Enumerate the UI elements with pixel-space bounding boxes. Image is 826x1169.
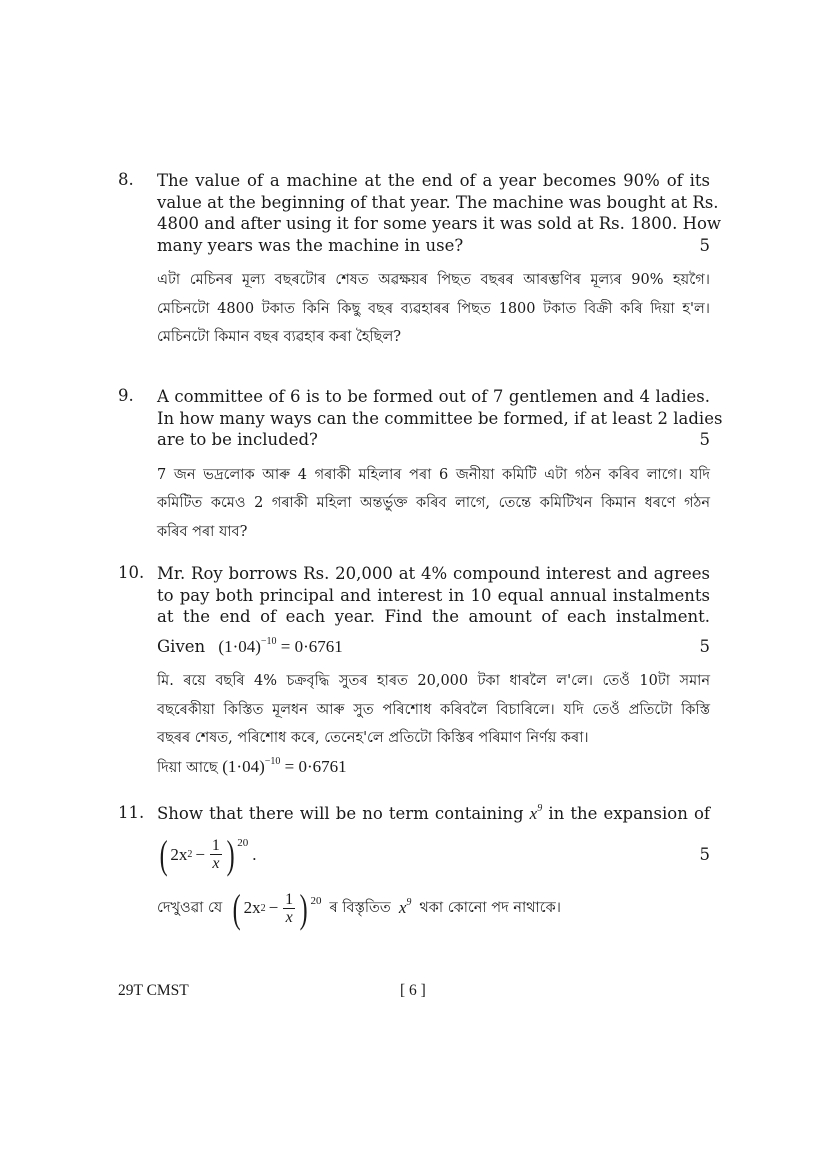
binomial-expression: ( 2x 2 − $\frac{1}{x}$ ) 20 . <box>159 831 257 877</box>
question-10 <box>118 563 710 782</box>
paper-code: 29T CMST <box>118 982 189 999</box>
marks: 5 <box>699 636 710 656</box>
question-text-assamese: এটা মেচিনৰ মূল্য বছৰটোৰ শেষত অৱক্ষয়ৰ পিছত বছৰৰ আৰম্ভণিৰ মূল্যৰ 90% হয়গৈ। মেচিনটো 4800 টকাত কিনি কিছু বছৰ ব্যৱহাৰৰ পিছত 1800 টকাত বিক্ৰী কৰি দিয়া হ'ল। মেচিনটো কিমান বছৰ ব্যৱহাৰ কৰা হৈছিল? <box>157 272 710 345</box>
marks: 5 <box>699 844 710 864</box>
question-text-english: Show that there will be no term containing $x^9$ in the expansion of ( 2x 2 − $\frac{1}{x}$ ) 20 . 5 <box>157 803 710 877</box>
given-formula: $(1\cdot 04)^{-10} = 0\cdot 6761$ <box>222 755 347 776</box>
expression-row <box>157 831 710 877</box>
question-number: 10. <box>118 563 145 582</box>
question-number: 9. <box>118 386 134 405</box>
marks: 5 <box>699 235 710 255</box>
question-number: 11. <box>118 803 145 822</box>
page-number: [ 6 ] <box>400 982 426 999</box>
variable-x: $x^9$ <box>398 897 412 918</box>
given-row: Given $(1\cdot 04)^{-10} = 0\cdot 6761$ 5 <box>157 635 710 656</box>
question-text-english: A committee of 6 is to be formed out of 7 gentlemen and 4 ladies. In how many ways can the committee be formed, if at least 2 ladies are to be included? 5 <box>157 387 723 449</box>
question-text-english: Mr. Roy borrows Rs. 20,000 at 4% compound interest and agrees to pay both principal and interest in 10 equal annual instalments at the end of each year. Find the amount of each instalment. Given $(1\cdot 04)^{-10} = 0\cdot 6761$ 5 <box>157 564 710 656</box>
question-8 <box>118 170 722 352</box>
question-text-assamese: দেখুওৱা যে ( 2x 2 − $\frac{1}{x}$ ) 20 ৰ বিস্তৃতিত $x^9$ থকা কোনো পদ নাথাকে। <box>157 885 561 931</box>
binomial-expression: ( 2x 2 − $\frac{1}{x}$ ) 20 <box>232 885 322 931</box>
marks: 5 <box>699 430 710 449</box>
question-text-assamese: 7 জন ভদ্ৰলোক আৰু 4 গৰাকী মহিলাৰ পৰা 6 জনীয়া কমিটি এটা গঠন কৰিব লাগে। যদি কমিটিত কমেও 2 গৰাকী মহিলা অন্তৰ্ভুক্ত কৰিব লাগে, তেন্তে কমিটিখন কিমান ধৰণে গঠন কৰিব পৰা যাব? <box>157 466 710 540</box>
question-9 <box>118 386 723 546</box>
question-11 <box>118 803 710 929</box>
given-formula: $(1\cdot 04)^{-10} = 0\cdot 6761$ <box>218 635 343 656</box>
question-text-english: The value of a machine at the end of a year becomes 90% of its value at the beginning of that year. The machine was bought at Rs. 4800 and after using it for some years it was sold at Rs. 1800. How many years was the machine in use? 5 <box>157 171 722 255</box>
variable-x: $x^9$ <box>529 803 543 823</box>
question-text-assamese: মি. ৰয়ে বছৰি 4% চক্ৰবৃদ্ধি সুতৰ হাৰত 20,000 টকা ধাৰলৈ ল'লে। তেওঁ 10টা সমান বছৰেকীয়া কিস্তিত মূলধন আৰু সুত পৰিশোধ কৰিবলৈ বিচাৰিলে। যদি তেওঁ প্ৰতিটো কিস্তি বছৰৰ শেষত, পৰিশোধ কৰে, তেনেহ'লে প্ৰতিটো কিস্তিৰ পৰিমাণ নিৰ্ণয় কৰা। দিয়া আছে $(1\cdot 04)^{-10} = 0\cdot 6761$ <box>157 673 710 776</box>
question-number: 8. <box>118 170 134 189</box>
